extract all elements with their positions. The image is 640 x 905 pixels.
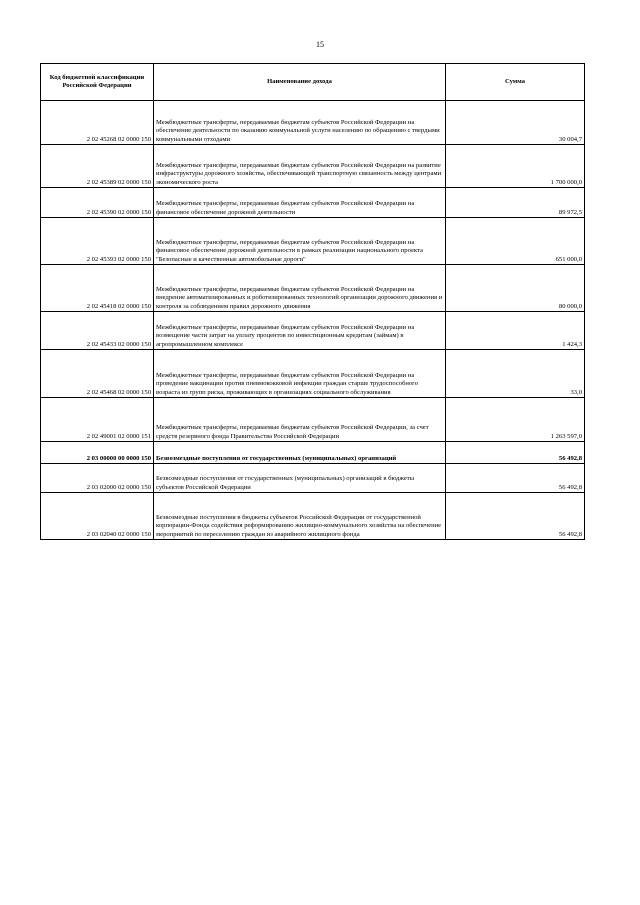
table-row	[41, 464, 585, 493]
table-row	[41, 398, 585, 442]
table-row	[41, 218, 585, 265]
row-code: 2 02 45389 02 0000 150	[41, 145, 154, 188]
row-name: Межбюджетные трансферты, передаваемые бюджетам субъектов Российской Федерации на финансовое обеспечение дорожной деятельности	[154, 188, 446, 218]
row-sum: 56 492,8	[446, 442, 585, 464]
table-row	[41, 101, 585, 145]
row-code: 2 02 45268 02 0000 150	[41, 101, 154, 145]
table-row	[41, 312, 585, 350]
table-row	[41, 145, 585, 188]
row-code: 2 03 02040 02 0000 150	[41, 493, 154, 540]
row-code: 2 02 45393 02 0000 150	[41, 218, 154, 265]
row-sum: 56 492,8	[446, 464, 585, 493]
budget-income-table	[40, 63, 585, 540]
row-sum: 1 700 000,0	[446, 145, 585, 188]
row-name: Межбюджетные трансферты, передаваемые бюджетам субъектов Российской Федерации на проведение вакцинации против пневмококковой инфекции граждан старше трудоспособного возраста из групп риска, проживающих в организациях социального обслуживания	[154, 350, 446, 398]
row-name: Межбюджетные трансферты, передаваемые бюджетам субъектов Российской Федерации на финансовое обеспечение дорожной деятельности в рамках реализации национального проекта "Безопасные и качественные автомобильные дороги"	[154, 218, 446, 265]
table-row	[41, 188, 585, 218]
row-sum: 651 000,0	[446, 218, 585, 265]
row-name: Безвозмездные поступления от государственных (муниципальных) организаций в бюджеты субъектов Российской Федерации	[154, 464, 446, 493]
row-name: Безвозмездные поступления от государственных (муниципальных) организаций	[154, 442, 446, 464]
page-number: 15	[316, 40, 324, 49]
row-name: Межбюджетные трансферты, передаваемые бюджетам субъектов Российской Федерации на возмещение части затрат на уплату процентов по инвестиционным кредитам (займам) в агропромышленном комплексе	[154, 312, 446, 350]
row-name: Межбюджетные трансферты, передаваемые бюджетам субъектов Российской Федерации на развитие инфраструктуры дорожного хозяйства, обеспечивающей транспортную связанность между центрами экономического роста	[154, 145, 446, 188]
row-code: 2 02 49001 02 0000 151	[41, 398, 154, 442]
row-sum: 30 004,7	[446, 101, 585, 145]
row-code: 2 02 45433 02 0000 150	[41, 312, 154, 350]
table-row	[41, 350, 585, 398]
row-code: 2 02 45390 02 0000 150	[41, 188, 154, 218]
row-sum: 56 492,8	[446, 493, 585, 540]
row-sum: 1 263 597,0	[446, 398, 585, 442]
row-name: Межбюджетные трансферты, передаваемые бюджетам субъектов Российской Федерации, за счет средств резервного фонда Правительства Российской Федерации	[154, 398, 446, 442]
table-row	[41, 265, 585, 312]
row-name: Безвозмездные поступления в бюджеты субъектов Российской Федерации от государственной корпорации-Фонда содействия реформированию жилищно-коммунального хозяйства на обеспечение мероприятий по переселению граждан из аварийного жилищного фонда	[154, 493, 446, 540]
row-code: 2 03 02000 02 0000 150	[41, 464, 154, 493]
row-name: Межбюджетные трансферты, передаваемые бюджетам субъектов Российской Федерации на внедрение автоматизированных и роботизированных технологий организации дорожного движения и контроля за соблюдением правил дорожного движения	[154, 265, 446, 312]
row-code: 2 02 45468 02 0000 150	[41, 350, 154, 398]
header-sum: Сумма	[446, 64, 585, 101]
table-header-row	[41, 64, 585, 101]
row-sum: 89 972,5	[446, 188, 585, 218]
table-row	[41, 442, 585, 464]
row-sum: 1 424,3	[446, 312, 585, 350]
header-name: Наименование дохода	[154, 64, 446, 101]
header-code: Код бюджетной классификации Российской Федерации	[41, 64, 154, 101]
row-code: 2 02 45418 02 0000 150	[41, 265, 154, 312]
row-code: 2 03 00000 00 0000 150	[41, 442, 154, 464]
row-sum: 33,0	[446, 350, 585, 398]
row-name: Межбюджетные трансферты, передаваемые бюджетам субъектов Российской Федерации на обеспечение деятельности по оказанию коммунальной услуги населению по обращению с твердыми коммунальными отходами	[154, 101, 446, 145]
row-sum: 80 000,0	[446, 265, 585, 312]
table-row	[41, 493, 585, 540]
